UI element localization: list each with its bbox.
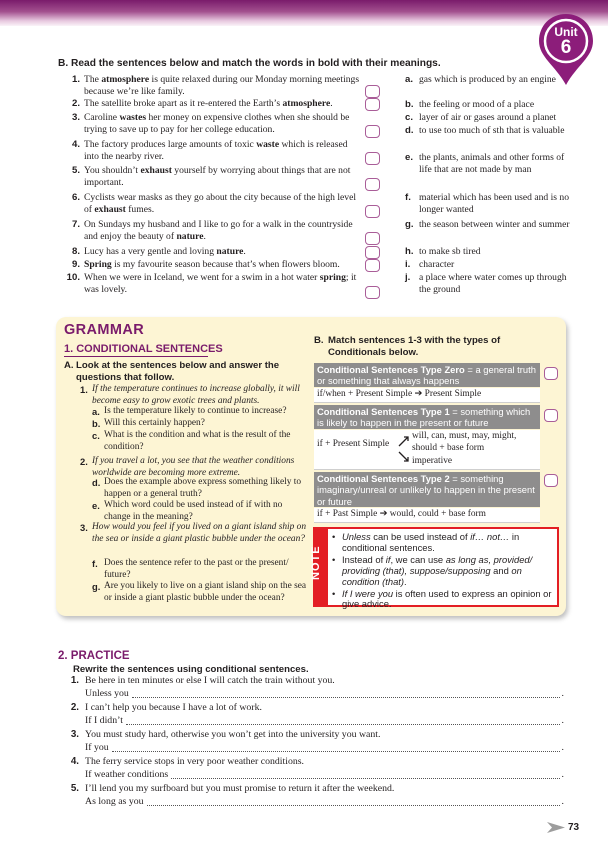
answer-input[interactable] bbox=[147, 795, 560, 806]
header-bar bbox=[0, 0, 608, 26]
note-item bbox=[332, 555, 554, 588]
sentence-item bbox=[64, 112, 364, 137]
meaning-text: the season between winter and summer bbox=[419, 219, 570, 230]
answer-period: . bbox=[561, 796, 564, 807]
meaning-item bbox=[405, 112, 570, 124]
sentence-item bbox=[64, 259, 364, 271]
meaning-letter: h. bbox=[405, 246, 414, 257]
practice-title: 2. PRACTICE bbox=[58, 650, 130, 662]
practice-sentence: You must study hard, otherwise you won’t get into the university you want. bbox=[85, 729, 381, 740]
note-text: Unless bbox=[342, 531, 371, 542]
sentence-pre: The bbox=[84, 74, 102, 85]
sub-question bbox=[92, 581, 310, 605]
sub-question-letter: g. bbox=[92, 581, 101, 592]
sentence-text bbox=[84, 98, 364, 110]
type-two-answer-box[interactable] bbox=[544, 474, 558, 487]
sentence-item bbox=[64, 272, 364, 297]
question-text: How would you feel if you lived on a giant island ship on the sea or inside a giant plastic bubble under the ocean? bbox=[92, 522, 307, 544]
sub-question bbox=[92, 418, 310, 430]
note-text: on condition (that) bbox=[342, 564, 522, 587]
part-b-letter: B. bbox=[314, 335, 324, 346]
practice-sentence: Be here in ten minutes or else I will catch the train without you. bbox=[85, 675, 335, 686]
sentence-text bbox=[84, 192, 364, 217]
sub-question-text: Will this certainly happen? bbox=[104, 418, 205, 428]
subtitle-underline bbox=[64, 356, 208, 357]
practice-sentence: I can’t help you because I have a lot of work. bbox=[85, 702, 262, 713]
sentence-bold-word: exhaust bbox=[140, 165, 172, 176]
question-number: 3. bbox=[80, 522, 88, 533]
meaning-letter: i. bbox=[405, 259, 411, 270]
answer-starter: If you bbox=[85, 742, 109, 753]
meaning-letter: a. bbox=[405, 74, 414, 85]
answer-starter: Unless you bbox=[85, 688, 129, 699]
answer-line bbox=[85, 687, 564, 700]
answer-input[interactable] bbox=[126, 714, 560, 725]
sub-question-text: Does the sentence refer to the past or the present/ future? bbox=[104, 558, 289, 580]
answer-line bbox=[85, 768, 564, 781]
note-item bbox=[332, 589, 554, 611]
sentence-item bbox=[64, 165, 364, 190]
question-number: 1. bbox=[80, 384, 88, 395]
sentence-number: 10. bbox=[66, 272, 80, 283]
sentence-number: 1. bbox=[71, 74, 80, 85]
grammar-subtitle: 1. CONDITIONAL SENTENCES bbox=[64, 343, 223, 355]
sub-question-letter: a. bbox=[92, 406, 100, 417]
type-zero-formula: if/when + Present Simple ➔ Present Simple bbox=[314, 388, 540, 403]
note-text: can be used instead of bbox=[370, 531, 471, 542]
sentence-text bbox=[84, 165, 364, 190]
note-text: in conditional sentences. bbox=[342, 531, 520, 553]
sentence-post: fumes. bbox=[125, 204, 155, 216]
sentence-bold-word: wastes bbox=[119, 112, 147, 123]
answer-box[interactable] bbox=[365, 286, 380, 299]
type-two-name: Conditional Sentences Type 2 bbox=[317, 473, 450, 484]
sentence-bold-word: exhaust bbox=[94, 204, 126, 216]
answer-starter: As long as you bbox=[85, 796, 144, 807]
part-b-text: Match sentences 1-3 with the types of Conditionals below. bbox=[328, 335, 501, 358]
meaning-item bbox=[405, 259, 570, 271]
type-one-answer-box[interactable] bbox=[544, 409, 558, 422]
question-number: 2. bbox=[80, 456, 88, 467]
answer-box[interactable] bbox=[365, 246, 380, 259]
meaning-item bbox=[405, 152, 570, 177]
practice-item bbox=[64, 701, 564, 727]
sentence-bold-word: atmosphere bbox=[282, 98, 331, 109]
sentence-text bbox=[84, 272, 364, 297]
meaning-item bbox=[405, 192, 570, 217]
sentence-post: . bbox=[243, 246, 246, 257]
meaning-item bbox=[405, 272, 570, 297]
type-one-desc: = something which is likely to happen in the present or future bbox=[317, 406, 531, 429]
practice-number: 5. bbox=[70, 783, 79, 794]
note-text: as long as, provided/ providing (that), suppose/supposing bbox=[342, 553, 533, 576]
sub-question-text: Is the temperature likely to continue to increase? bbox=[104, 406, 287, 416]
sub-question-text: Are you likely to live on a giant island ship on the sea or inside a giant plastic bubble under the ocean? bbox=[104, 581, 307, 603]
sub-question bbox=[92, 500, 310, 524]
meaning-item bbox=[405, 74, 570, 86]
meaning-text: character bbox=[419, 259, 455, 270]
practice-sentence: The ferry service stops in very poor weather conditions. bbox=[85, 756, 304, 767]
meaning-text: layer of air or gases around a planet bbox=[419, 112, 557, 123]
answer-period: . bbox=[561, 688, 564, 699]
type-zero-desc: = a general truth or something that always happens bbox=[317, 364, 536, 387]
meaning-item bbox=[405, 99, 570, 111]
sentence-pre: You shouldn’t bbox=[84, 165, 141, 176]
type-one-result-3: imperative bbox=[412, 456, 453, 466]
sentence-item bbox=[64, 74, 364, 99]
note-text: , we can use bbox=[390, 553, 446, 565]
sub-question-letter: e. bbox=[92, 500, 100, 511]
sub-question-text: Which word could be used instead of if with no change in the meaning? bbox=[104, 500, 283, 522]
sentence-item bbox=[64, 98, 364, 110]
sentence-pre: Caroline bbox=[84, 112, 120, 123]
practice-item bbox=[64, 728, 564, 754]
grammar-title: GRAMMAR bbox=[64, 322, 145, 338]
answer-period: . bbox=[561, 715, 564, 726]
meaning-text: material which has been used and is no longer wanted bbox=[419, 192, 569, 216]
answer-input[interactable] bbox=[171, 768, 559, 779]
type-two-header bbox=[314, 472, 540, 507]
sub-question-letter: f. bbox=[92, 558, 98, 569]
sentence-bold-word: waste bbox=[256, 139, 280, 150]
sub-question bbox=[92, 558, 310, 582]
type-one-if: if + Present Simple bbox=[317, 439, 390, 449]
sentence-text bbox=[84, 259, 364, 271]
sentence-pre: The factory produces large amounts of toxic bbox=[84, 139, 257, 150]
sentence-bold-word: atmosphere bbox=[101, 74, 150, 85]
meaning-item bbox=[405, 125, 570, 137]
type-zero-name: Conditional Sentences Type Zero bbox=[317, 364, 465, 375]
practice-item bbox=[64, 674, 564, 700]
meaning-text: gas which is produced by an engine bbox=[419, 74, 556, 85]
meaning-letter: j. bbox=[405, 272, 411, 283]
answer-box[interactable] bbox=[365, 152, 380, 165]
sentence-bold-word: spring bbox=[319, 272, 346, 283]
note-text: Instead of bbox=[342, 553, 386, 565]
type-zero-answer-box[interactable] bbox=[544, 367, 558, 380]
sentence-bold-word: nature bbox=[176, 231, 204, 243]
part-a-text: Look at the sentences below and answer the questions that follow. bbox=[76, 360, 280, 383]
sentence-item bbox=[64, 219, 364, 244]
sentence-pre: Lucy has a very gentle and loving bbox=[84, 246, 217, 257]
note-text: If I were you bbox=[342, 587, 394, 599]
sentence-number: 9. bbox=[71, 259, 80, 270]
question-item bbox=[80, 384, 310, 408]
sentence-number: 8. bbox=[71, 246, 80, 257]
practice-item bbox=[64, 782, 564, 808]
meaning-text: to make sb tired bbox=[419, 246, 481, 257]
unit-number: 6 bbox=[560, 37, 572, 58]
note-items bbox=[332, 532, 554, 611]
answer-line bbox=[85, 741, 564, 754]
meaning-text: the plants, animals and other forms of life that are not made by man bbox=[419, 152, 565, 176]
sentence-item bbox=[64, 246, 364, 258]
answer-line bbox=[85, 795, 564, 808]
sub-question bbox=[92, 430, 310, 454]
sub-question-text: Does the example above express something likely to happen or a general truth? bbox=[104, 477, 302, 499]
practice-number: 1. bbox=[70, 675, 79, 686]
meaning-letter: f. bbox=[405, 192, 411, 203]
sentence-text bbox=[84, 139, 364, 164]
sentence-text bbox=[84, 219, 364, 244]
sentence-post: is quite relaxed during our Monday morning meetings because we’re like family. bbox=[84, 74, 360, 98]
sentence-item bbox=[64, 192, 364, 217]
answer-input[interactable] bbox=[132, 687, 560, 698]
sentence-text bbox=[84, 74, 364, 99]
answer-period: . bbox=[561, 769, 564, 780]
question-text: If you travel a lot, you see that the weather conditions worldwide are becoming more extreme. bbox=[92, 456, 295, 478]
type-one-result-2: should + base form bbox=[412, 443, 485, 453]
meaning-item bbox=[405, 219, 570, 231]
sentence-number: 4. bbox=[71, 139, 80, 150]
sentence-post: her money on expensive clothes when she should be trying to save up to pay for her college education. bbox=[84, 112, 350, 136]
sentence-pre: On Sundays my husband and I like to go for a walk in the countryside and enjoy the beauty of bbox=[84, 219, 353, 243]
branch-arrows-icon bbox=[398, 434, 410, 464]
section-b-instruction: B. Read the sentences below and match the words in bold with their meanings. bbox=[58, 58, 441, 69]
answer-starter: If weather conditions bbox=[85, 769, 169, 780]
answer-box[interactable] bbox=[365, 205, 380, 218]
meaning-text: to use too much of sth that is valuable bbox=[419, 125, 565, 136]
sub-question-letter: d. bbox=[92, 477, 101, 488]
answer-box[interactable] bbox=[365, 125, 380, 138]
sentence-post: ; it was lovely. bbox=[84, 272, 357, 296]
meaning-item bbox=[405, 246, 570, 258]
sentence-pre: When we were in Iceland, we went for a swim in a hot water bbox=[84, 272, 320, 283]
note-text: is often used to express an opinion or give advice. bbox=[342, 587, 552, 610]
type-two-desc: = something imaginary/unreal or unlikely to happen in the present or future bbox=[317, 473, 535, 507]
type-one-name: Conditional Sentences Type 1 bbox=[317, 406, 450, 417]
sentence-post: yourself by worrying about things that are not important. bbox=[84, 165, 351, 189]
practice-number: 2. bbox=[70, 702, 79, 713]
note-text: and bbox=[490, 564, 512, 576]
meaning-letter: c. bbox=[405, 112, 414, 123]
type-one-result-1: will, can, must, may, might, bbox=[412, 431, 517, 441]
note-item bbox=[332, 532, 554, 554]
type-two-formula: if + Past Simple ➔ would, could + base form bbox=[314, 508, 540, 523]
question-item bbox=[80, 522, 310, 546]
sentence-number: 6. bbox=[71, 192, 80, 203]
question-text: If the temperature continues to increase globally, it will become easy to grow exotic trees and plants. bbox=[92, 384, 300, 406]
answer-box[interactable] bbox=[365, 259, 380, 272]
practice-instruction: Rewrite the sentences using conditional sentences. bbox=[73, 664, 309, 675]
answer-box[interactable] bbox=[365, 178, 380, 191]
meaning-letter: e. bbox=[405, 152, 414, 163]
sentence-bold-word: nature bbox=[216, 246, 244, 257]
note-text: . bbox=[404, 575, 407, 587]
part-b-instruction bbox=[314, 335, 544, 358]
note-text: if bbox=[385, 553, 391, 565]
answer-line bbox=[85, 714, 564, 727]
note-label: NOTE bbox=[310, 545, 322, 581]
answer-box[interactable] bbox=[365, 85, 380, 98]
sentence-number: 5. bbox=[71, 165, 80, 176]
note-text: if… not… bbox=[470, 531, 510, 542]
type-zero-header bbox=[314, 363, 540, 387]
sentence-post: . bbox=[203, 231, 206, 243]
sentence-text bbox=[84, 112, 364, 137]
sub-question-text: What is the condition and what is the result of the condition? bbox=[104, 430, 291, 452]
practice-sentence: I’ll lend you my surfboard but you must promise to return it after the weekend. bbox=[85, 783, 395, 794]
answer-box[interactable] bbox=[365, 98, 380, 111]
type-one-formula bbox=[314, 430, 540, 470]
sub-question bbox=[92, 406, 310, 418]
practice-item bbox=[64, 755, 564, 781]
sentence-post: . bbox=[330, 98, 333, 109]
meaning-text: the feeling or mood of a place bbox=[419, 99, 535, 110]
sentence-pre: Cyclists wear masks as they go about the city because of the high level of bbox=[84, 192, 357, 216]
sentence-item bbox=[64, 139, 364, 164]
sub-question-letter: b. bbox=[92, 418, 101, 429]
unit-label: Unit bbox=[554, 25, 578, 39]
sentence-post: which is released into the nearby river. bbox=[84, 139, 348, 163]
type-one-header bbox=[314, 405, 540, 429]
sentence-number: 3. bbox=[71, 112, 80, 123]
meaning-text: a place where water comes up through the ground bbox=[419, 272, 567, 296]
page-arrow-icon bbox=[547, 822, 565, 833]
sentence-pre: The satellite broke apart as it re-entered the Earth’s bbox=[84, 98, 283, 109]
answer-box[interactable] bbox=[365, 232, 380, 245]
sentence-post: is my favourite season because that’s when flowers bloom. bbox=[111, 259, 340, 270]
meaning-letter: b. bbox=[405, 99, 414, 110]
answer-input[interactable] bbox=[112, 741, 560, 752]
sub-question bbox=[92, 477, 310, 501]
meaning-letter: d. bbox=[405, 125, 414, 136]
meaning-letter: g. bbox=[405, 219, 414, 230]
page-number: 73 bbox=[568, 822, 580, 833]
answer-starter: If I didn’t bbox=[85, 715, 123, 726]
answer-period: . bbox=[561, 742, 564, 753]
sentence-number: 7. bbox=[71, 219, 80, 230]
sub-question-letter: c. bbox=[92, 430, 100, 441]
sentence-text bbox=[84, 246, 364, 258]
sentence-number: 2. bbox=[71, 98, 80, 109]
sentence-bold-word: Spring bbox=[84, 259, 112, 270]
part-a-instruction bbox=[64, 360, 309, 383]
practice-number: 4. bbox=[70, 756, 79, 767]
part-a-letter: A. bbox=[64, 360, 74, 371]
practice-number: 3. bbox=[70, 729, 79, 740]
